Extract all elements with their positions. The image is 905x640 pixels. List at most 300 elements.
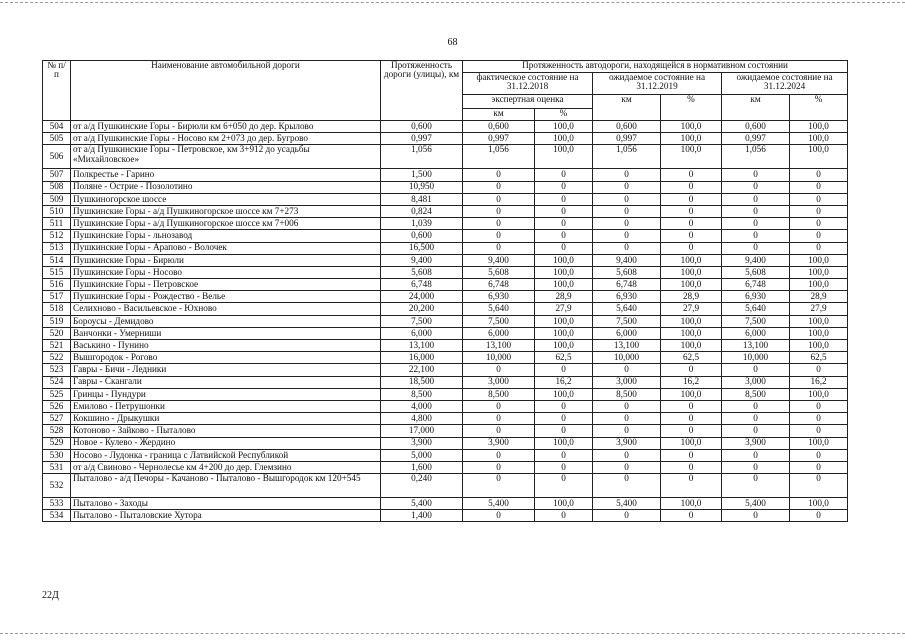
road-length: 4,800 xyxy=(381,413,463,425)
road-name: от а/д Пушкинские Горы - Петровское, км 3+912 до усадьбы «Михайловское» xyxy=(71,145,381,169)
road-length: 24,000 xyxy=(381,291,463,303)
km-2018: 3,900 xyxy=(463,437,535,449)
road-length: 1,039 xyxy=(381,218,463,230)
pct-2018: 28,9 xyxy=(535,291,593,303)
roads-table xyxy=(42,60,848,522)
km-2019: 3,900 xyxy=(593,437,661,449)
road-name: Поляне - Острие - Позолотино xyxy=(71,181,381,193)
road-name: Пыталово - Заходы xyxy=(71,498,381,510)
km-2018: 0 xyxy=(463,364,535,376)
road-name: Пушкинские Горы - Носово xyxy=(71,266,381,278)
table-row xyxy=(43,461,848,473)
km-2019: 0 xyxy=(593,413,661,425)
pct-2019: 0 xyxy=(661,510,722,522)
km-2018: 13,100 xyxy=(463,340,535,352)
road-length: 0,240 xyxy=(381,474,463,498)
km-2024: 0 xyxy=(722,364,790,376)
row-number: 527 xyxy=(43,413,71,425)
road-length: 8,481 xyxy=(381,193,463,205)
table-row xyxy=(43,121,848,133)
road-length: 13,100 xyxy=(381,340,463,352)
pct-2018: 0 xyxy=(535,425,593,437)
row-number: 523 xyxy=(43,364,71,376)
pct-2019: 0 xyxy=(661,218,722,230)
km-2019: 0 xyxy=(593,425,661,437)
road-length: 5,608 xyxy=(381,266,463,278)
km-2019: 10,000 xyxy=(593,352,661,364)
pct-2019: 0 xyxy=(661,364,722,376)
row-number: 516 xyxy=(43,279,71,291)
pct-2019: 62,5 xyxy=(661,352,722,364)
km-2019: 9,400 xyxy=(593,254,661,266)
km-2019: 1,056 xyxy=(593,145,661,169)
km-2019: 8,500 xyxy=(593,388,661,400)
table-row xyxy=(43,400,848,412)
row-number: 530 xyxy=(43,449,71,461)
road-length: 5,000 xyxy=(381,449,463,461)
table-row xyxy=(43,413,848,425)
pct-2024: 0 xyxy=(790,425,848,437)
pct-2019: 0 xyxy=(661,400,722,412)
km-2018: 6,000 xyxy=(463,327,535,339)
km-2019: 6,000 xyxy=(593,327,661,339)
pct-2018: 0 xyxy=(535,230,593,242)
pct-2018: 100,0 xyxy=(535,145,593,169)
km-2019: 7,500 xyxy=(593,315,661,327)
pct-2018: 0 xyxy=(535,218,593,230)
road-length: 22,100 xyxy=(381,364,463,376)
pct-2018: 100,0 xyxy=(535,254,593,266)
km-2019: 0 xyxy=(593,510,661,522)
row-number: 525 xyxy=(43,388,71,400)
km-2018: 0 xyxy=(463,193,535,205)
pct-2024: 0 xyxy=(790,461,848,473)
pct-2018: 0 xyxy=(535,510,593,522)
pct-2024: 0 xyxy=(790,510,848,522)
pct-2019: 100,0 xyxy=(661,266,722,278)
pct-2019: 0 xyxy=(661,449,722,461)
km-2019: 0 xyxy=(593,169,661,181)
table-row xyxy=(43,181,848,193)
table-row xyxy=(43,254,848,266)
km-2024: 3,000 xyxy=(722,376,790,388)
road-length: 17,000 xyxy=(381,425,463,437)
table-row xyxy=(43,218,848,230)
km-2024: 0 xyxy=(722,510,790,522)
road-length: 0,600 xyxy=(381,230,463,242)
pct-2018: 0 xyxy=(535,193,593,205)
road-name: Новое - Кулево - Жердино xyxy=(71,437,381,449)
road-name: Селихново - Васильевское - Юхново xyxy=(71,303,381,315)
pct-2018: 100,0 xyxy=(535,340,593,352)
pct-2019: 27,9 xyxy=(661,303,722,315)
km-2019: 0 xyxy=(593,461,661,473)
km-2019: 0 xyxy=(593,218,661,230)
km-2018: 0 xyxy=(463,425,535,437)
pct-2019: 100,0 xyxy=(661,498,722,510)
km-2018: 6,748 xyxy=(463,279,535,291)
road-length: 1,600 xyxy=(381,461,463,473)
km-2024: 0 xyxy=(722,400,790,412)
pct-2024: 0 xyxy=(790,449,848,461)
pct-2019: 100,0 xyxy=(661,121,722,133)
road-name: Пыталово - Пыталовские Хутора xyxy=(71,510,381,522)
km-2024: 5,640 xyxy=(722,303,790,315)
pct-2024: 100,0 xyxy=(790,340,848,352)
table-row xyxy=(43,425,848,437)
pct-2018: 100,0 xyxy=(535,437,593,449)
pct-2024: 100,0 xyxy=(790,315,848,327)
road-name: Ванчонки - Умерниши xyxy=(71,327,381,339)
km-2018: 7,500 xyxy=(463,315,535,327)
row-number: 532 xyxy=(43,474,71,498)
km-2019: 0 xyxy=(593,364,661,376)
pct-2019: 0 xyxy=(661,413,722,425)
km-2018: 0 xyxy=(463,413,535,425)
pct-2024: 100,0 xyxy=(790,388,848,400)
km-2019: 0 xyxy=(593,474,661,498)
km-2019: 0 xyxy=(593,193,661,205)
row-number: 511 xyxy=(43,218,71,230)
km-2019: 0 xyxy=(593,230,661,242)
road-name: Кокшино - Дрыкушки xyxy=(71,413,381,425)
header-km-2018: км xyxy=(463,109,535,121)
pct-2018: 0 xyxy=(535,169,593,181)
pct-2018: 100,0 xyxy=(535,133,593,145)
pct-2018: 100,0 xyxy=(535,327,593,339)
row-number: 508 xyxy=(43,181,71,193)
pct-2019: 100,0 xyxy=(661,437,722,449)
road-name: Носово - Лудонка - граница с Латвийской Республикой xyxy=(71,449,381,461)
header-km-2024: км xyxy=(722,95,790,121)
pct-2024: 0 xyxy=(790,205,848,217)
pct-2019: 100,0 xyxy=(661,315,722,327)
road-length: 6,000 xyxy=(381,327,463,339)
pct-2024: 100,0 xyxy=(790,279,848,291)
pct-2018: 0 xyxy=(535,364,593,376)
km-2019: 3,000 xyxy=(593,376,661,388)
pct-2024: 100,0 xyxy=(790,121,848,133)
pct-2018: 27,9 xyxy=(535,303,593,315)
km-2018: 1,056 xyxy=(463,145,535,169)
table-row xyxy=(43,266,848,278)
header-length: Протяженность дороги (улицы), км xyxy=(381,61,463,121)
road-name: Васькино - Пунино xyxy=(71,340,381,352)
road-name: Бороусы - Демидово xyxy=(71,315,381,327)
km-2024: 5,608 xyxy=(722,266,790,278)
pct-2019: 100,0 xyxy=(661,145,722,169)
pct-2024: 100,0 xyxy=(790,498,848,510)
table-row xyxy=(43,376,848,388)
km-2018: 6,930 xyxy=(463,291,535,303)
pct-2018: 0 xyxy=(535,413,593,425)
pct-2018: 0 xyxy=(535,205,593,217)
road-length: 16,500 xyxy=(381,242,463,254)
km-2024: 0 xyxy=(722,461,790,473)
road-name: Гринцы - Пундури xyxy=(71,388,381,400)
km-2019: 5,640 xyxy=(593,303,661,315)
table-body xyxy=(43,121,848,522)
table-row xyxy=(43,340,848,352)
table-row xyxy=(43,498,848,510)
row-number: 510 xyxy=(43,205,71,217)
road-name: Пушкинские Горы - льнозавод xyxy=(71,230,381,242)
header-expected-2019: ожидаемое состояние на 31.12.2019 xyxy=(593,73,722,95)
pct-2019: 100,0 xyxy=(661,340,722,352)
km-2024: 0 xyxy=(722,205,790,217)
road-name: Пыталово - а/д Печоры - Качаново - Пыталово - Вышгородок км 120+545 xyxy=(71,474,381,498)
km-2018: 9,400 xyxy=(463,254,535,266)
km-2019: 0 xyxy=(593,449,661,461)
pct-2018: 0 xyxy=(535,449,593,461)
pct-2018: 100,0 xyxy=(535,121,593,133)
pct-2019: 0 xyxy=(661,474,722,498)
km-2019: 0 xyxy=(593,400,661,412)
pct-2018: 0 xyxy=(535,242,593,254)
row-number: 524 xyxy=(43,376,71,388)
km-2018: 0 xyxy=(463,242,535,254)
header-pct-2024: % xyxy=(790,95,848,121)
pct-2019: 100,0 xyxy=(661,254,722,266)
pct-2024: 0 xyxy=(790,230,848,242)
pct-2024: 0 xyxy=(790,364,848,376)
pct-2019: 100,0 xyxy=(661,327,722,339)
pct-2018: 62,5 xyxy=(535,352,593,364)
km-2018: 0 xyxy=(463,230,535,242)
row-number: 505 xyxy=(43,133,71,145)
page-number: 68 xyxy=(447,37,458,48)
table-row xyxy=(43,364,848,376)
header-num: № п/п xyxy=(43,61,71,121)
row-number: 509 xyxy=(43,193,71,205)
km-2024: 0 xyxy=(722,181,790,193)
pct-2024: 100,0 xyxy=(790,254,848,266)
pct-2018: 100,0 xyxy=(535,498,593,510)
km-2024: 6,930 xyxy=(722,291,790,303)
pct-2024: 28,9 xyxy=(790,291,848,303)
km-2019: 5,608 xyxy=(593,266,661,278)
pct-2019: 0 xyxy=(661,230,722,242)
km-2019: 6,748 xyxy=(593,279,661,291)
pct-2018: 16,2 xyxy=(535,376,593,388)
km-2024: 0 xyxy=(722,413,790,425)
km-2018: 10,000 xyxy=(463,352,535,364)
road-name: Пушкинские Горы - а/д Пушкиногорское шоссе км 7+273 xyxy=(71,205,381,217)
pct-2018: 100,0 xyxy=(535,279,593,291)
road-name: от а/д Свиново - Чернолесье км 4+200 до дер. Глемзино xyxy=(71,461,381,473)
road-length: 3,900 xyxy=(381,437,463,449)
km-2024: 0 xyxy=(722,449,790,461)
km-2018: 0 xyxy=(463,510,535,522)
km-2018: 0 xyxy=(463,449,535,461)
km-2019: 0 xyxy=(593,205,661,217)
scan-edge-bottom xyxy=(0,633,905,634)
km-2024: 0,600 xyxy=(722,121,790,133)
km-2018: 0 xyxy=(463,181,535,193)
road-length: 1,400 xyxy=(381,510,463,522)
road-name: от а/д Пушкинские Горы - Бирюли км 6+050 до дер. Крылово xyxy=(71,121,381,133)
table-row xyxy=(43,303,848,315)
header-pct-2018: % xyxy=(535,109,593,121)
pct-2024: 0 xyxy=(790,169,848,181)
road-name: Гавры - Скангали xyxy=(71,376,381,388)
pct-2024: 100,0 xyxy=(790,437,848,449)
km-2024: 7,500 xyxy=(722,315,790,327)
road-name: Пушкинские Горы - Бирюли xyxy=(71,254,381,266)
road-length: 0,600 xyxy=(381,121,463,133)
km-2018: 5,400 xyxy=(463,498,535,510)
km-2018: 0,600 xyxy=(463,121,535,133)
table-row xyxy=(43,352,848,364)
pct-2024: 0 xyxy=(790,474,848,498)
pct-2024: 100,0 xyxy=(790,145,848,169)
header-road-name: Наименование автомобильной дороги xyxy=(71,61,381,121)
km-2019: 0,600 xyxy=(593,121,661,133)
table-row xyxy=(43,145,848,169)
km-2019: 5,400 xyxy=(593,498,661,510)
km-2019: 6,930 xyxy=(593,291,661,303)
pct-2018: 0 xyxy=(535,461,593,473)
row-number: 534 xyxy=(43,510,71,522)
km-2024: 13,100 xyxy=(722,340,790,352)
km-2018: 5,640 xyxy=(463,303,535,315)
km-2024: 0 xyxy=(722,169,790,181)
row-number: 504 xyxy=(43,121,71,133)
km-2018: 8,500 xyxy=(463,388,535,400)
pct-2019: 28,9 xyxy=(661,291,722,303)
road-length: 4,000 xyxy=(381,400,463,412)
table-row xyxy=(43,510,848,522)
pct-2019: 0 xyxy=(661,425,722,437)
header-expected-2024: ожидаемое состояние на 31.12.2024 xyxy=(722,73,848,95)
km-2024: 3,900 xyxy=(722,437,790,449)
row-number: 506 xyxy=(43,145,71,169)
row-number: 515 xyxy=(43,266,71,278)
row-number: 520 xyxy=(43,327,71,339)
km-2024: 9,400 xyxy=(722,254,790,266)
km-2018: 0 xyxy=(463,474,535,498)
table-row xyxy=(43,133,848,145)
pct-2019: 0 xyxy=(661,461,722,473)
km-2024: 0 xyxy=(722,425,790,437)
table-row xyxy=(43,315,848,327)
km-2024: 0 xyxy=(722,242,790,254)
road-name: Пушкинские Горы - Петровское xyxy=(71,279,381,291)
km-2018: 0 xyxy=(463,400,535,412)
pct-2024: 100,0 xyxy=(790,327,848,339)
road-name: Полкрестье - Гарино xyxy=(71,169,381,181)
table-row xyxy=(43,388,848,400)
row-number: 514 xyxy=(43,254,71,266)
pct-2024: 0 xyxy=(790,400,848,412)
km-2018: 0 xyxy=(463,218,535,230)
header-actual-2018: фактическое состояние на 31.12.2018 xyxy=(463,73,593,95)
pct-2019: 0 xyxy=(661,242,722,254)
km-2024: 5,400 xyxy=(722,498,790,510)
table-row xyxy=(43,291,848,303)
road-length: 16,000 xyxy=(381,352,463,364)
road-length: 0,824 xyxy=(381,205,463,217)
row-number: 531 xyxy=(43,461,71,473)
road-name: Пушкинские Горы - Рождество - Велье xyxy=(71,291,381,303)
table-row xyxy=(43,230,848,242)
header-expert-estimate: экспертная оценка xyxy=(463,95,593,109)
km-2019: 0 xyxy=(593,242,661,254)
km-2018: 0 xyxy=(463,169,535,181)
scan-edge-top xyxy=(0,2,905,3)
table-row xyxy=(43,242,848,254)
road-length: 1,500 xyxy=(381,169,463,181)
road-length: 6,748 xyxy=(381,279,463,291)
km-2024: 6,748 xyxy=(722,279,790,291)
km-2024: 0,997 xyxy=(722,133,790,145)
table-row xyxy=(43,169,848,181)
road-length: 18,500 xyxy=(381,376,463,388)
row-number: 521 xyxy=(43,340,71,352)
table-row xyxy=(43,205,848,217)
km-2024: 0 xyxy=(722,193,790,205)
km-2024: 0 xyxy=(722,218,790,230)
pct-2024: 16,2 xyxy=(790,376,848,388)
km-2019: 0,997 xyxy=(593,133,661,145)
km-2024: 6,000 xyxy=(722,327,790,339)
pct-2018: 100,0 xyxy=(535,315,593,327)
km-2024: 0 xyxy=(722,474,790,498)
pct-2018: 0 xyxy=(535,400,593,412)
row-number: 517 xyxy=(43,291,71,303)
road-name: Пушкинские Горы - Арапово - Волочек xyxy=(71,242,381,254)
km-2019: 13,100 xyxy=(593,340,661,352)
pct-2018: 0 xyxy=(535,181,593,193)
row-number: 519 xyxy=(43,315,71,327)
table-row xyxy=(43,279,848,291)
pct-2018: 0 xyxy=(535,474,593,498)
pct-2019: 0 xyxy=(661,169,722,181)
header-km-2019: км xyxy=(593,95,661,121)
header-pct-2019: % xyxy=(661,95,722,121)
pct-2024: 62,5 xyxy=(790,352,848,364)
table-row xyxy=(43,449,848,461)
row-number: 529 xyxy=(43,437,71,449)
pct-2024: 100,0 xyxy=(790,266,848,278)
km-2024: 8,500 xyxy=(722,388,790,400)
road-length: 1,056 xyxy=(381,145,463,169)
table-row xyxy=(43,474,848,498)
pct-2024: 27,9 xyxy=(790,303,848,315)
road-length: 8,500 xyxy=(381,388,463,400)
road-length: 0,997 xyxy=(381,133,463,145)
road-length: 9,400 xyxy=(381,254,463,266)
pct-2024: 0 xyxy=(790,181,848,193)
row-number: 513 xyxy=(43,242,71,254)
road-length: 20,200 xyxy=(381,303,463,315)
road-name: Пушкинские Горы - а/д Пушкиногорское шоссе км 7+006 xyxy=(71,218,381,230)
row-number: 512 xyxy=(43,230,71,242)
road-name: Котоново - Зайково - Пыталово xyxy=(71,425,381,437)
pct-2024: 0 xyxy=(790,413,848,425)
pct-2018: 100,0 xyxy=(535,266,593,278)
pct-2019: 0 xyxy=(661,181,722,193)
km-2018: 0 xyxy=(463,205,535,217)
road-name: Пушкиногорское шоссе xyxy=(71,193,381,205)
road-length: 5,400 xyxy=(381,498,463,510)
pct-2019: 16,2 xyxy=(661,376,722,388)
pct-2019: 100,0 xyxy=(661,133,722,145)
table-row xyxy=(43,193,848,205)
pct-2019: 100,0 xyxy=(661,388,722,400)
road-length: 7,500 xyxy=(381,315,463,327)
row-number: 528 xyxy=(43,425,71,437)
